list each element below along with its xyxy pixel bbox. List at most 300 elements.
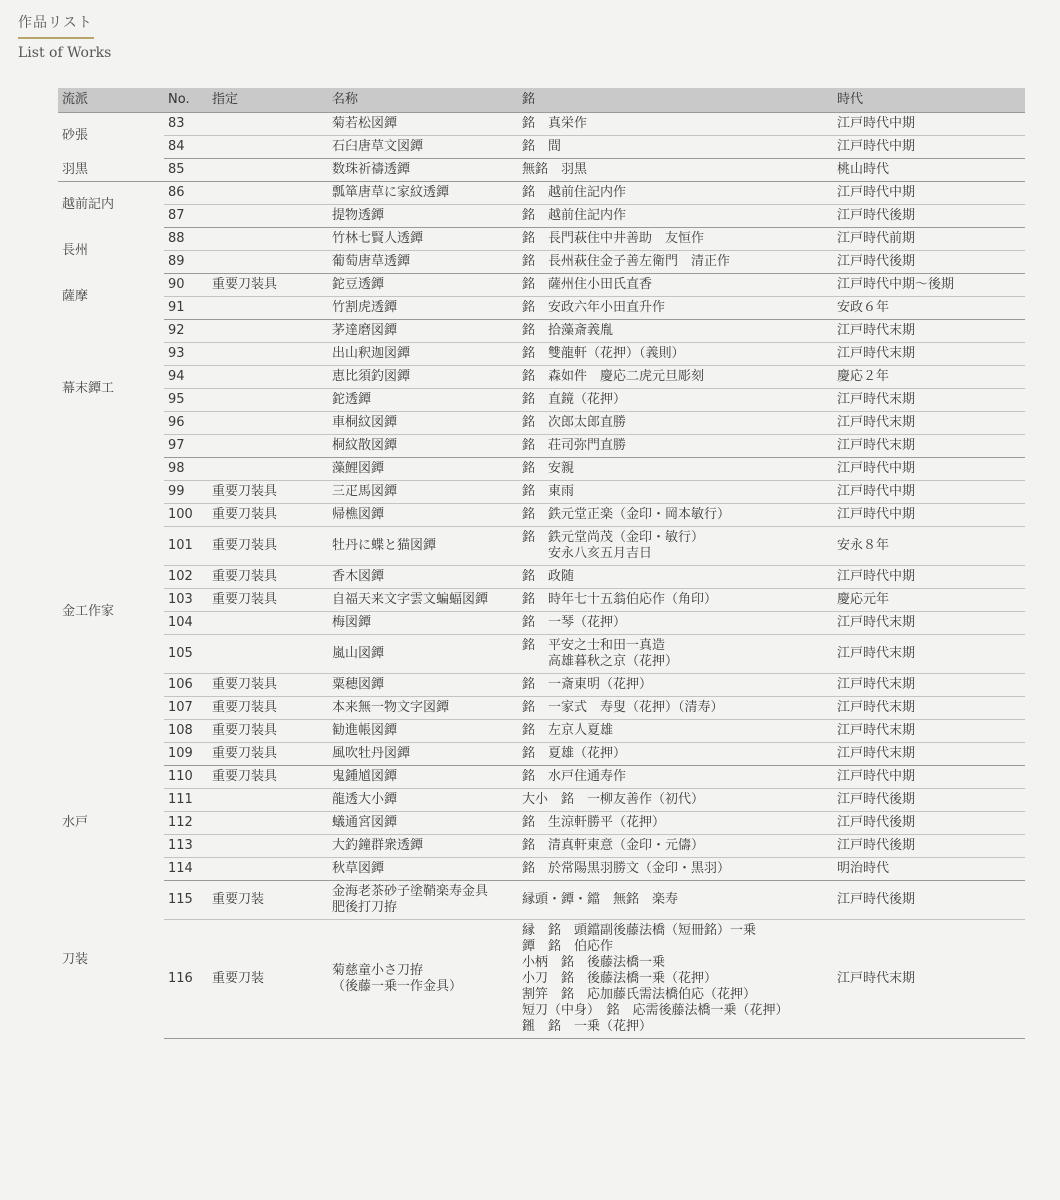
inscription-cell	[518, 159, 833, 182]
inscription-line: 銘 越前住記内作	[522, 185, 627, 200]
inscription-line: 銘 時年七十五翁伯応作（角印）	[522, 592, 718, 607]
era-cell: 江戸時代中期	[833, 136, 1025, 159]
col-header-inscription: 銘	[518, 88, 833, 113]
work-name-cell	[328, 743, 518, 766]
work-number: 91	[164, 297, 208, 320]
designation-cell	[208, 297, 328, 320]
inscription-line: 銘 鉄元堂尚茂（金印・敏行）	[522, 530, 705, 545]
era-cell: 江戸時代中期	[833, 766, 1025, 789]
inscription-cell	[518, 697, 833, 720]
work-number: 92	[164, 320, 208, 343]
era-cell: 江戸時代末期	[833, 435, 1025, 458]
work-name-line: 桐紋散図鐔	[332, 438, 398, 453]
inscription-cell	[518, 674, 833, 697]
work-name-line: 金海老茶砂子塗鞘楽寿金具	[332, 884, 489, 899]
inscription-cell	[518, 389, 833, 412]
work-name-cell	[328, 205, 518, 228]
era-cell: 江戸時代末期	[833, 697, 1025, 720]
inscription-line: 銘 鉄元堂正楽（金印・岡本敏行）	[522, 507, 731, 522]
inscription-cell	[518, 320, 833, 343]
era-cell: 安政６年	[833, 297, 1025, 320]
inscription-cell	[518, 504, 833, 527]
col-header-school: 流派	[58, 88, 164, 113]
table-row	[58, 159, 1025, 182]
work-number: 95	[164, 389, 208, 412]
inscription-line: 銘 東雨	[522, 484, 575, 499]
work-number: 103	[164, 589, 208, 612]
work-name-cell	[328, 182, 518, 205]
era-cell: 江戸時代末期	[833, 674, 1025, 697]
designation-cell	[208, 251, 328, 274]
inscription-cell	[518, 251, 833, 274]
table-row	[58, 274, 1025, 297]
col-header-no: No.	[164, 88, 208, 113]
work-name-cell	[328, 812, 518, 835]
table-row	[58, 881, 1025, 920]
work-number: 110	[164, 766, 208, 789]
era-cell: 慶応元年	[833, 589, 1025, 612]
inscription-line: 小柄 銘 後藤法橋一乗	[522, 955, 666, 970]
inscription-line: 縁頭・鐔・鐺 無銘 楽寿	[522, 892, 679, 907]
designation-cell: 重要刀装具	[208, 674, 328, 697]
inscription-line: 銘 水戸住通寿作	[522, 769, 627, 784]
inscription-cell	[518, 789, 833, 812]
inscription-cell	[518, 835, 833, 858]
era-cell: 江戸時代末期	[833, 612, 1025, 635]
inscription-line: 短刀（中身） 銘 応需後藤法橋一乗（花押）	[522, 1003, 789, 1018]
table-row	[58, 458, 1025, 481]
designation-cell	[208, 159, 328, 182]
era-cell: 江戸時代中期	[833, 566, 1025, 589]
work-number: 107	[164, 697, 208, 720]
designation-cell	[208, 113, 328, 136]
era-cell: 江戸時代末期	[833, 343, 1025, 366]
designation-cell: 重要刀装具	[208, 566, 328, 589]
inscription-cell	[518, 136, 833, 159]
table-row	[58, 504, 1025, 527]
work-name-cell	[328, 251, 518, 274]
work-number: 102	[164, 566, 208, 589]
designation-cell	[208, 789, 328, 812]
work-name-line: 提物透鐔	[332, 208, 385, 223]
inscription-cell	[518, 743, 833, 766]
table-row	[58, 481, 1025, 504]
inscription-line: 銘 一斎東明（花押）	[522, 677, 653, 692]
school-cell: 羽黒	[58, 159, 164, 182]
work-name-line: 牡丹に蝶と猫図鐔	[332, 538, 437, 553]
work-name-line: 恵比須釣図鐔	[332, 369, 411, 384]
inscription-cell	[518, 297, 833, 320]
work-name-line: 勧進帳図鐔	[332, 723, 398, 738]
inscription-line: 銘 長州萩住金子善左衛門 清正作	[522, 254, 731, 269]
work-number: 88	[164, 228, 208, 251]
inscription-cell	[518, 412, 833, 435]
work-name-cell	[328, 481, 518, 504]
inscription-line: 銘 於常陽黒羽勝文（金印・黒羽）	[522, 861, 731, 876]
work-name-line: 梅図鐔	[332, 615, 372, 630]
work-number: 84	[164, 136, 208, 159]
table-row	[58, 566, 1025, 589]
era-cell: 江戸時代後期	[833, 789, 1025, 812]
work-number: 113	[164, 835, 208, 858]
work-name-line: 鬼鍾馗図鐔	[332, 769, 398, 784]
work-name-cell	[328, 720, 518, 743]
era-cell: 江戸時代後期	[833, 835, 1025, 858]
work-name-line: 本来無一物文字図鐔	[332, 700, 450, 715]
work-number: 93	[164, 343, 208, 366]
work-number: 115	[164, 881, 208, 920]
designation-cell	[208, 389, 328, 412]
era-cell: 江戸時代中期	[833, 182, 1025, 205]
work-number: 97	[164, 435, 208, 458]
inscription-line: 銘 生涼軒勝平（花押）	[522, 815, 666, 830]
work-name-line: 竹林七賢人透鐔	[332, 231, 424, 246]
work-name-cell	[328, 674, 518, 697]
designation-cell: 重要刀装具	[208, 697, 328, 720]
designation-cell	[208, 612, 328, 635]
era-cell: 江戸時代末期	[833, 920, 1025, 1039]
inscription-line: 銘 平安之士和田一真造	[522, 638, 666, 653]
inscription-line: 銘 薩州住小田氏直香	[522, 277, 653, 292]
table-row	[58, 743, 1025, 766]
table-row	[58, 389, 1025, 412]
work-name-cell	[328, 320, 518, 343]
inscription-line: 銘 左京人夏雄	[522, 723, 614, 738]
inscription-line: 銘 雙龍軒（花押）（義則）	[522, 346, 685, 361]
header-rule	[18, 37, 94, 39]
table-row	[58, 635, 1025, 674]
table-row	[58, 589, 1025, 612]
table-row	[58, 320, 1025, 343]
work-number: 83	[164, 113, 208, 136]
work-number: 90	[164, 274, 208, 297]
designation-cell: 重要刀装具	[208, 527, 328, 566]
col-header-name: 名称	[328, 88, 518, 113]
work-name-line: 龍透大小鐔	[332, 792, 398, 807]
table-row	[58, 527, 1025, 566]
inscription-line: 銘 直鏡（花押）	[522, 392, 627, 407]
work-name-cell	[328, 435, 518, 458]
inscription-line: 銘 一琴（花押）	[522, 615, 627, 630]
work-number: 104	[164, 612, 208, 635]
work-name-line: 大釣鐘群衆透鐔	[332, 838, 424, 853]
table-row	[58, 812, 1025, 835]
work-name-cell	[328, 881, 518, 920]
work-name-line: （後藤一乗一作金具）	[332, 979, 463, 994]
designation-cell	[208, 136, 328, 159]
col-header-era: 時代	[833, 88, 1025, 113]
inscription-line: 高雄暮秋之京（花押）	[522, 654, 679, 669]
work-number: 101	[164, 527, 208, 566]
era-cell: 江戸時代中期～後期	[833, 274, 1025, 297]
inscription-line: 銘 拾藻斎義胤	[522, 323, 614, 338]
school-cell: 砂張	[62, 127, 89, 143]
work-name-line: 瓢箪唐草に家紋透鐔	[332, 185, 450, 200]
inscription-line: 銘 長門萩住中井善助 友恒作	[522, 231, 705, 246]
work-name-cell	[328, 635, 518, 674]
work-name-cell	[328, 458, 518, 481]
era-cell: 江戸時代中期	[833, 113, 1025, 136]
designation-cell: 重要刀装具	[208, 504, 328, 527]
work-name-line: 風吹牡丹図鐔	[332, 746, 411, 761]
col-header-designation: 指定	[208, 88, 328, 113]
designation-cell	[208, 858, 328, 881]
work-name-cell	[328, 412, 518, 435]
work-number: 106	[164, 674, 208, 697]
designation-cell: 重要刀装	[208, 920, 328, 1039]
work-name-line: 茅達磨図鐔	[332, 323, 398, 338]
era-cell: 江戸時代後期	[833, 251, 1025, 274]
inscription-cell	[518, 720, 833, 743]
work-name-cell	[328, 297, 518, 320]
inscription-cell	[518, 527, 833, 566]
era-cell: 安永８年	[833, 527, 1025, 566]
work-name-line: 肥後打刀拵	[332, 900, 398, 915]
table-row	[58, 835, 1025, 858]
work-name-line: 出山釈迦図鐔	[332, 346, 411, 361]
era-cell: 江戸時代末期	[833, 720, 1025, 743]
work-name-line: 葡萄唐草透鐔	[332, 254, 411, 269]
work-name-cell	[328, 159, 518, 182]
designation-cell	[208, 228, 328, 251]
work-number: 94	[164, 366, 208, 389]
inscription-cell	[518, 635, 833, 674]
work-name-line: 竹割虎透鐔	[332, 300, 398, 315]
school-cell: 刀装	[62, 951, 89, 967]
work-number: 89	[164, 251, 208, 274]
era-cell: 江戸時代中期	[833, 458, 1025, 481]
era-cell: 江戸時代前期	[833, 228, 1025, 251]
work-name-line: 粟穂図鐔	[332, 677, 385, 692]
inscription-line: 鐔 銘 伯応作	[522, 939, 614, 954]
work-name-line: 車桐紋図鐔	[332, 415, 398, 430]
work-number: 114	[164, 858, 208, 881]
inscription-line: 銘 安親	[522, 461, 575, 476]
era-cell: 江戸時代後期	[833, 812, 1025, 835]
era-cell: 江戸時代中期	[833, 504, 1025, 527]
work-name-line: 三疋馬図鐔	[332, 484, 398, 499]
work-number: 100	[164, 504, 208, 527]
work-name-line: 数珠祈禱透鐔	[332, 162, 411, 177]
designation-cell	[208, 366, 328, 389]
designation-cell	[208, 343, 328, 366]
work-name-cell	[328, 527, 518, 566]
work-number: 109	[164, 743, 208, 766]
designation-cell: 重要刀装具	[208, 743, 328, 766]
inscription-cell	[518, 612, 833, 635]
inscription-cell	[518, 881, 833, 920]
header-title-en: List of Works	[18, 45, 112, 61]
school-cell: 水戸	[62, 815, 89, 830]
designation-cell: 重要刀装具	[208, 720, 328, 743]
table-row	[58, 674, 1025, 697]
work-name-line: 嵐山図鐔	[332, 646, 385, 661]
table-row	[58, 720, 1025, 743]
inscription-cell	[518, 435, 833, 458]
inscription-line: 小刀 銘 後藤法橋一乗（花押）	[522, 971, 718, 986]
inscription-line: 大小 銘 一柳友善作（初代）	[522, 792, 705, 807]
inscription-line: 鎺 銘 一乗（花押）	[522, 1019, 653, 1034]
work-name-line: 鉈豆透鐔	[332, 277, 385, 292]
work-name-cell	[328, 566, 518, 589]
era-cell: 慶応２年	[833, 366, 1025, 389]
work-name-cell	[328, 697, 518, 720]
table-row	[58, 858, 1025, 881]
era-cell: 江戸時代末期	[833, 412, 1025, 435]
designation-cell: 重要刀装具	[208, 766, 328, 789]
designation-cell	[208, 812, 328, 835]
inscription-line: 銘 一家式 寿叟（花押）（清寿）	[522, 700, 724, 715]
era-cell: 桃山時代	[833, 159, 1025, 182]
inscription-cell	[518, 205, 833, 228]
work-name-cell	[328, 612, 518, 635]
work-name-cell	[328, 389, 518, 412]
inscription-line: 銘 安政六年小田直升作	[522, 300, 666, 315]
work-number: 116	[164, 920, 208, 1039]
work-number: 105	[164, 635, 208, 674]
work-number: 112	[164, 812, 208, 835]
inscription-cell	[518, 589, 833, 612]
era-cell: 江戸時代末期	[833, 635, 1025, 674]
inscription-line: 銘 越前住記内作	[522, 208, 627, 223]
era-cell: 江戸時代後期	[833, 205, 1025, 228]
page-header	[18, 12, 111, 61]
designation-cell	[208, 412, 328, 435]
inscription-line: 銘 次郎太郎直勝	[522, 415, 627, 430]
inscription-cell	[518, 458, 833, 481]
work-name-line: 菊若松図鐔	[332, 116, 398, 131]
inscription-line: 銘 荘司弥門直勝	[522, 438, 627, 453]
work-name-cell	[328, 113, 518, 136]
inscription-line: 銘 森如件 慶応二虎元旦彫刻	[522, 369, 705, 384]
era-cell: 江戸時代末期	[833, 320, 1025, 343]
table-row	[58, 297, 1025, 320]
designation-cell: 重要刀装具	[208, 274, 328, 297]
inscription-cell	[518, 113, 833, 136]
school-cell: 薩摩	[62, 288, 89, 304]
work-name-line: 香木図鐔	[332, 569, 385, 584]
inscription-cell	[518, 228, 833, 251]
inscription-line: 銘 間	[522, 139, 562, 154]
table-row	[58, 697, 1025, 720]
designation-cell: 重要刀装具	[208, 481, 328, 504]
work-name-line: 秋草図鐔	[332, 861, 385, 876]
table-row	[58, 766, 1025, 789]
inscription-line: 銘 真栄作	[522, 116, 588, 131]
era-cell: 江戸時代末期	[833, 389, 1025, 412]
work-number: 85	[164, 159, 208, 182]
work-name-cell	[328, 766, 518, 789]
work-name-cell	[328, 228, 518, 251]
inscription-cell	[518, 366, 833, 389]
inscription-line: 銘 夏雄（花押）	[522, 746, 627, 761]
header-title-jp: 作品リスト	[18, 15, 93, 31]
work-name-line: 帰樵図鐔	[332, 507, 385, 522]
inscription-cell	[518, 566, 833, 589]
work-name-cell	[328, 136, 518, 159]
table-row	[58, 136, 1025, 159]
work-name-line: 石臼唐草文図鐔	[332, 139, 424, 154]
designation-cell	[208, 320, 328, 343]
work-name-line: 自福天来文字雲文蝙蝠図鐔	[332, 592, 489, 607]
era-cell: 江戸時代中期	[833, 481, 1025, 504]
work-number: 108	[164, 720, 208, 743]
inscription-cell	[518, 920, 833, 1039]
table-row	[58, 182, 1025, 205]
work-name-cell	[328, 589, 518, 612]
works-table	[58, 88, 1025, 1039]
designation-cell	[208, 205, 328, 228]
works-table-body	[58, 113, 1025, 1039]
designation-cell	[208, 835, 328, 858]
school-cell: 金工作家	[62, 603, 115, 619]
table-row	[58, 113, 1025, 136]
inscription-cell	[518, 182, 833, 205]
work-number: 111	[164, 789, 208, 812]
work-number: 86	[164, 182, 208, 205]
table-row	[58, 789, 1025, 812]
inscription-line: 銘 政随	[522, 569, 575, 584]
inscription-line: 無銘 羽黒	[522, 162, 588, 177]
inscription-cell	[518, 812, 833, 835]
table-header-row	[58, 88, 1025, 113]
table-row	[58, 343, 1025, 366]
inscription-line: 割笄 銘 応加藤氏需法橋伯応（花押）	[522, 987, 757, 1002]
school-cell: 長州	[62, 242, 89, 258]
work-number: 99	[164, 481, 208, 504]
table-row	[58, 435, 1025, 458]
work-name-cell	[328, 789, 518, 812]
table-row	[58, 228, 1025, 251]
era-cell: 明治時代	[833, 858, 1025, 881]
designation-cell: 重要刀装	[208, 881, 328, 920]
era-cell: 江戸時代末期	[833, 743, 1025, 766]
work-name-line: 藻鯉図鐔	[332, 461, 385, 476]
work-name-cell	[328, 366, 518, 389]
inscription-line: 安永八亥五月吉日	[522, 546, 653, 561]
work-name-cell	[328, 343, 518, 366]
work-name-cell	[328, 835, 518, 858]
work-number: 87	[164, 205, 208, 228]
table-row	[58, 412, 1025, 435]
work-name-line: 菊慈童小さ刀拵	[332, 963, 424, 978]
inscription-cell	[518, 481, 833, 504]
era-cell: 江戸時代後期	[833, 881, 1025, 920]
table-row	[58, 612, 1025, 635]
work-name-cell	[328, 858, 518, 881]
designation-cell	[208, 458, 328, 481]
table-row	[58, 251, 1025, 274]
inscription-cell	[518, 274, 833, 297]
inscription-cell	[518, 858, 833, 881]
work-name-cell	[328, 504, 518, 527]
school-cell: 越前記内	[62, 196, 115, 212]
designation-cell	[208, 435, 328, 458]
inscription-cell	[518, 343, 833, 366]
designation-cell: 重要刀装具	[208, 589, 328, 612]
table-row	[58, 366, 1025, 389]
work-name-line: 蟻通宮図鐔	[332, 815, 398, 830]
inscription-line: 縁 銘 頭鐺副後藤法橋（短冊銘）一乗	[522, 923, 757, 938]
table-row	[58, 205, 1025, 228]
work-name-line: 鉈透鐔	[332, 392, 372, 407]
inscription-line: 銘 清真軒東意（金印・元儔）	[522, 838, 705, 853]
work-number: 96	[164, 412, 208, 435]
table-row	[58, 920, 1025, 1039]
work-name-cell	[328, 274, 518, 297]
school-cell: 幕末鐔工	[62, 380, 115, 396]
inscription-cell	[518, 766, 833, 789]
